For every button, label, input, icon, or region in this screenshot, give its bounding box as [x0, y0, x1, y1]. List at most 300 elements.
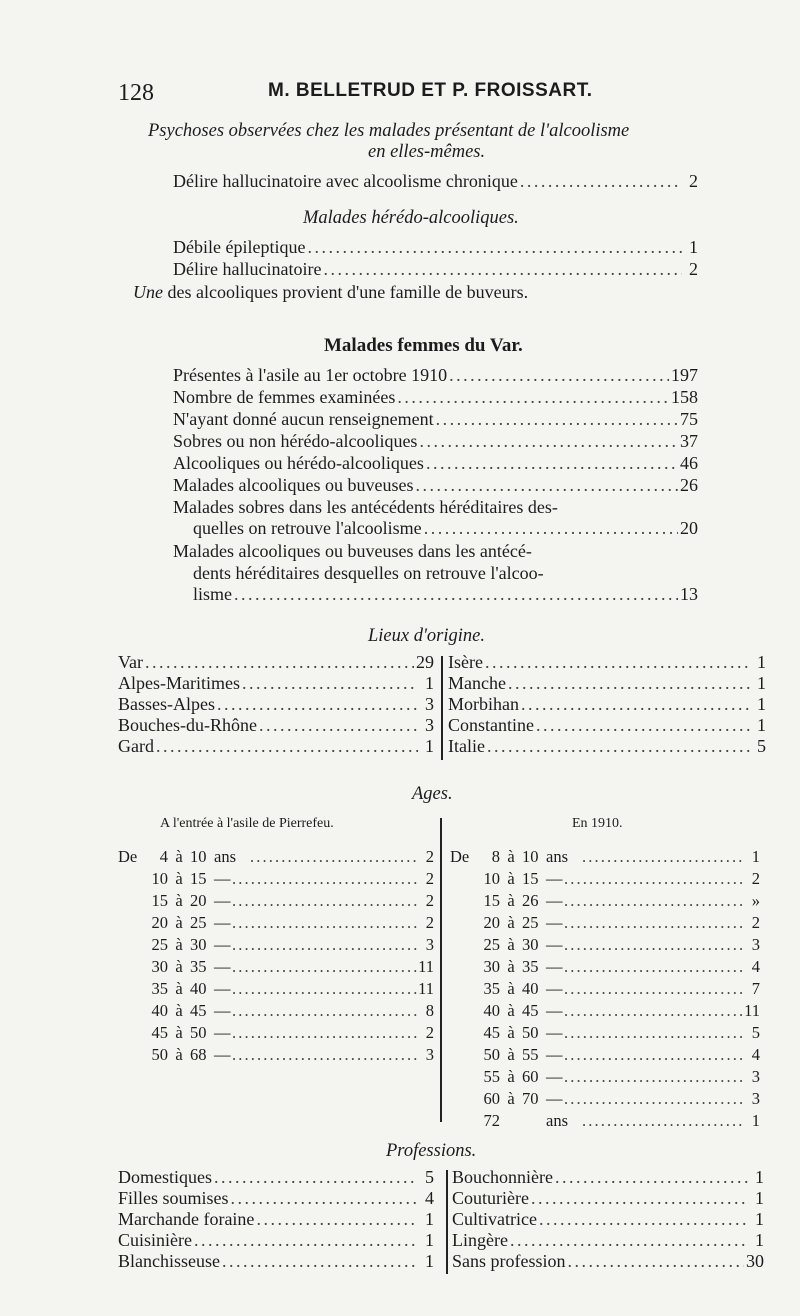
age-value: 2 [425, 869, 434, 888]
origin-left-row [118, 736, 434, 757]
age-to: 50 [190, 1023, 207, 1042]
origin-right-row [448, 736, 766, 757]
age-to: 20 [190, 891, 207, 910]
origin-left-row [118, 694, 434, 715]
leader-dots [582, 846, 744, 867]
age-suffix: — [214, 869, 231, 888]
age-prefix: De [118, 847, 138, 866]
age-separator: à [175, 935, 183, 954]
section3-row [173, 409, 698, 430]
leader-dots [564, 868, 744, 889]
age-from: 35 [483, 979, 500, 998]
age-row [118, 1044, 434, 1065]
age-to: 45 [522, 1001, 539, 1020]
leader-dots [145, 652, 414, 673]
leader-dots [564, 1066, 744, 1087]
row-value: 3 [425, 694, 434, 714]
row-value: 1 [755, 1209, 764, 1229]
age-from: 50 [483, 1045, 500, 1064]
row-label: Bouchonnière [452, 1167, 553, 1187]
row-value: 1 [425, 736, 434, 756]
leader-dots [564, 912, 744, 933]
age-from: 15 [151, 891, 168, 910]
age-value: 11 [418, 957, 434, 976]
age-to: 70 [522, 1089, 539, 1108]
age-suffix: — [546, 913, 563, 932]
row-value: 1 [425, 1251, 434, 1271]
age-separator: à [507, 869, 515, 888]
profession-right-row [452, 1188, 764, 1209]
row-label: Alcooliques ou hérédo-alcooliques [173, 453, 424, 473]
row-value: 26 [680, 475, 698, 495]
age-row [450, 934, 760, 955]
row-label: Lingère [452, 1230, 508, 1250]
profession-left-row [118, 1230, 434, 1251]
column-divider [441, 656, 443, 760]
age-row [118, 912, 434, 933]
age-separator: à [507, 979, 515, 998]
age-to: 15 [522, 869, 539, 888]
row-label: Sobres ou non hérédo-alcooliques [173, 431, 418, 451]
row-value: 13 [680, 584, 698, 604]
age-suffix: — [214, 935, 231, 954]
age-value: 2 [751, 869, 760, 888]
age-from: 55 [483, 1067, 500, 1086]
age-suffix: ans [214, 847, 236, 866]
row-value: 5 [425, 1167, 434, 1187]
age-value: 3 [751, 1089, 760, 1108]
row-label: Isère [448, 652, 483, 672]
age-separator: à [507, 1089, 515, 1108]
leader-dots [536, 715, 750, 736]
ages-title: Ages. [412, 784, 453, 804]
leader-dots [564, 1000, 744, 1021]
age-to: 10 [522, 847, 539, 866]
row-value: 158 [671, 387, 698, 407]
leader-dots [415, 475, 678, 496]
age-separator: à [507, 935, 515, 954]
age-row [118, 978, 434, 999]
leader-dots [426, 453, 678, 474]
leader-dots [156, 736, 418, 757]
age-to: 10 [190, 847, 207, 866]
row-value: 1 [755, 1188, 764, 1208]
row-label: Présentes à l'asile au 1er octobre 1910 [173, 365, 448, 385]
section3-row [173, 365, 698, 386]
row-value: 75 [680, 409, 698, 429]
multi2-line2: dents héréditaires desquelles on retrouve l'alcoo- [193, 563, 544, 583]
row-label: Domestiques [118, 1167, 212, 1187]
leader-dots [323, 259, 682, 280]
row-label: Morbihan [448, 694, 519, 714]
age-value: 7 [751, 979, 760, 998]
ages-left-heading: A l'entrée à l'asile de Pierrefeu. [160, 816, 334, 831]
age-suffix: — [214, 1001, 231, 1020]
age-suffix: — [546, 891, 563, 910]
row-label: Cuisinière [118, 1230, 192, 1250]
age-suffix: — [214, 957, 231, 976]
age-from: 15 [483, 891, 500, 910]
leader-dots [259, 715, 418, 736]
leader-dots [520, 171, 682, 192]
leader-dots [242, 673, 418, 694]
origin-right-row [448, 652, 766, 673]
origin-right-row [448, 673, 766, 694]
leader-dots [564, 1044, 744, 1065]
leader-dots [436, 409, 678, 430]
row-value: 20 [680, 518, 698, 538]
age-suffix: — [214, 1023, 231, 1042]
age-suffix: ans [546, 1111, 568, 1130]
age-row [118, 868, 434, 889]
row-value: 1 [757, 694, 766, 714]
row-value: 4 [425, 1188, 434, 1208]
age-value: 2 [425, 891, 434, 910]
age-to: 68 [190, 1045, 207, 1064]
age-to: 26 [522, 891, 539, 910]
row-label: Délire hallucinatoire [173, 259, 322, 279]
age-from: 72 [483, 1111, 500, 1130]
leader-dots [232, 868, 418, 889]
ages-right-heading: En 1910. [572, 816, 623, 831]
age-separator: à [175, 979, 183, 998]
age-from: 10 [151, 869, 168, 888]
row-label: Manche [448, 673, 506, 693]
row-value: 2 [689, 171, 698, 191]
row-label: Couturière [452, 1188, 529, 1208]
leader-dots [250, 846, 418, 867]
leader-dots [564, 978, 744, 999]
leader-dots [568, 1251, 745, 1272]
leader-dots [194, 1230, 418, 1251]
row-label: lisme [193, 584, 232, 604]
row-value: 1 [425, 1209, 434, 1229]
section3-title: Malades femmes du Var. [324, 335, 523, 356]
row-label: quelles on retrouve l'alcoolisme [193, 518, 422, 538]
leader-dots [564, 890, 744, 911]
leader-dots [564, 1022, 744, 1043]
leader-dots [449, 365, 669, 386]
age-row [450, 956, 760, 977]
age-suffix: — [214, 891, 231, 910]
age-separator: à [175, 891, 183, 910]
row-label: Sans profession [452, 1251, 566, 1271]
leader-dots [214, 1167, 418, 1188]
row-value: 5 [757, 736, 766, 756]
age-row [450, 1110, 760, 1131]
age-to: 25 [522, 913, 539, 932]
section3-row [173, 431, 698, 452]
section2-row [173, 237, 698, 258]
leader-dots [564, 956, 744, 977]
age-value: 3 [751, 935, 760, 954]
leader-dots [222, 1251, 418, 1272]
age-from: 40 [151, 1001, 168, 1020]
age-separator: à [507, 847, 515, 866]
age-separator: à [175, 913, 183, 932]
age-value: 3 [425, 1045, 434, 1064]
age-row [450, 890, 760, 911]
age-value: 3 [751, 1067, 760, 1086]
leader-dots [234, 584, 678, 605]
age-to: 30 [190, 935, 207, 954]
leader-dots [232, 1022, 418, 1043]
section1-title-line2: en elles-mêmes. [368, 142, 486, 162]
leader-dots [231, 1188, 418, 1209]
age-from: 30 [151, 957, 168, 976]
leader-dots [521, 694, 750, 715]
row-label: Var [118, 652, 143, 672]
age-value: 1 [751, 847, 760, 866]
age-separator: à [175, 847, 183, 866]
section2-row [173, 259, 698, 280]
age-from: 50 [151, 1045, 168, 1064]
leader-dots [307, 237, 682, 258]
age-value: » [751, 891, 760, 910]
age-from: 35 [151, 979, 168, 998]
age-suffix: ans [546, 847, 568, 866]
age-row [450, 1044, 760, 1065]
row-label: Débile épileptique [173, 237, 306, 257]
age-to: 30 [522, 935, 539, 954]
leader-dots [485, 652, 750, 673]
age-from: 20 [483, 913, 500, 932]
origin-right-row [448, 715, 766, 736]
row-value: 46 [680, 453, 698, 473]
column-divider [440, 818, 442, 1122]
age-row [450, 868, 760, 889]
age-value: 1 [751, 1111, 760, 1130]
column-divider [446, 1170, 448, 1274]
leader-dots [217, 694, 418, 715]
profession-left-row [118, 1251, 434, 1272]
age-value: 2 [425, 913, 434, 932]
row-label: Gard [118, 736, 154, 756]
row-label: Blanchisseuse [118, 1251, 220, 1271]
profession-right-row [452, 1230, 764, 1251]
age-from: 25 [483, 935, 500, 954]
leader-dots [232, 978, 418, 999]
age-value: 2 [425, 847, 434, 866]
age-from: 8 [491, 847, 500, 866]
row-value: 2 [689, 259, 698, 279]
leader-dots [256, 1209, 418, 1230]
leader-dots [564, 1088, 744, 1109]
note-text: des alcooliques provient d'une famille de buveurs. [163, 282, 529, 302]
multi1-last-line [193, 518, 698, 539]
leader-dots [424, 518, 678, 539]
age-row [118, 1000, 434, 1021]
age-prefix: De [450, 847, 470, 866]
leader-dots [539, 1209, 748, 1230]
age-separator: à [175, 1023, 183, 1042]
age-suffix: — [546, 1067, 563, 1086]
age-row [450, 912, 760, 933]
row-value: 1 [689, 237, 698, 257]
leader-dots [582, 1110, 744, 1131]
profession-right-row [452, 1251, 764, 1272]
age-to: 60 [522, 1067, 539, 1086]
age-value: 8 [425, 1001, 434, 1020]
age-row [450, 978, 760, 999]
running-head: M. BELLETRUD ET P. FROISSART. [268, 80, 593, 101]
row-label: Nombre de femmes examinées [173, 387, 396, 407]
age-to: 50 [522, 1023, 539, 1042]
section2-note [133, 282, 528, 303]
row-value: 3 [425, 715, 434, 735]
origin-left-row [118, 652, 434, 673]
age-row [118, 890, 434, 911]
row-value: 197 [671, 365, 698, 385]
age-from: 45 [151, 1023, 168, 1042]
age-row [118, 846, 434, 867]
age-from: 10 [483, 869, 500, 888]
leader-dots [232, 1044, 418, 1065]
multi2-last-line [193, 584, 698, 605]
age-value: 4 [751, 1045, 760, 1064]
leader-dots [232, 912, 418, 933]
age-value: 2 [425, 1023, 434, 1042]
row-label: Constantine [448, 715, 534, 735]
age-from: 20 [151, 913, 168, 932]
age-separator: à [507, 1067, 515, 1086]
age-value: 11 [418, 979, 434, 998]
section3-row [173, 453, 698, 474]
age-from: 4 [159, 847, 168, 866]
age-to: 35 [190, 957, 207, 976]
age-separator: à [507, 891, 515, 910]
age-suffix: — [546, 979, 563, 998]
age-separator: à [175, 957, 183, 976]
age-to: 25 [190, 913, 207, 932]
leader-dots [564, 934, 744, 955]
age-row [450, 1066, 760, 1087]
section3-row [173, 475, 698, 496]
age-from: 25 [151, 935, 168, 954]
origin-left-row [118, 673, 434, 694]
age-to: 15 [190, 869, 207, 888]
leader-dots [487, 736, 750, 757]
age-separator: à [507, 957, 515, 976]
origins-title: Lieux d'origine. [368, 626, 485, 646]
leader-dots [555, 1167, 748, 1188]
row-value: 1 [757, 652, 766, 672]
age-suffix: — [546, 957, 563, 976]
age-suffix: — [546, 869, 563, 888]
row-label: Marchande foraine [118, 1209, 255, 1229]
multi2-line1: Malades alcooliques ou buveuses dans les antécé- [173, 541, 532, 561]
row-label: Délire hallucinatoire avec alcoolisme chronique [173, 171, 518, 191]
leader-dots [397, 387, 669, 408]
age-value: 5 [751, 1023, 760, 1042]
row-value: 1 [755, 1230, 764, 1250]
leader-dots [531, 1188, 748, 1209]
age-from: 45 [483, 1023, 500, 1042]
age-suffix: — [546, 1045, 563, 1064]
profession-left-row [118, 1188, 434, 1209]
age-row [118, 956, 434, 977]
age-separator: à [175, 1045, 183, 1064]
section3-row [173, 387, 698, 408]
age-to: 45 [190, 1001, 207, 1020]
origin-left-row [118, 715, 434, 736]
note-italic: Une [133, 282, 163, 302]
leader-dots [510, 1230, 748, 1251]
page-number: 128 [118, 80, 154, 106]
age-suffix: — [546, 1001, 563, 1020]
row-label: Basses-Alpes [118, 694, 215, 714]
row-label: Malades alcooliques ou buveuses [173, 475, 414, 495]
row-label: Bouches-du-Rhône [118, 715, 257, 735]
row-label: Filles soumises [118, 1188, 229, 1208]
age-to: 55 [522, 1045, 539, 1064]
origin-right-row [448, 694, 766, 715]
age-suffix: — [546, 1089, 563, 1108]
row-label: N'ayant donné aucun renseignement [173, 409, 434, 429]
age-row [450, 1022, 760, 1043]
age-from: 60 [483, 1089, 500, 1108]
row-value: 29 [416, 652, 434, 672]
age-suffix: — [546, 935, 563, 954]
row-label: Alpes-Maritimes [118, 673, 240, 693]
age-separator: à [507, 913, 515, 932]
professions-title: Professions. [386, 1141, 477, 1161]
multi1-line1: Malades sobres dans les antécédents héréditaires des- [173, 497, 558, 517]
age-suffix: — [214, 913, 231, 932]
age-row [118, 934, 434, 955]
age-row [118, 1022, 434, 1043]
row-label: Italie [448, 736, 485, 756]
age-to: 35 [522, 957, 539, 976]
age-row [450, 1088, 760, 1109]
age-value: 4 [751, 957, 760, 976]
age-suffix: — [214, 979, 231, 998]
profession-left-row [118, 1209, 434, 1230]
leader-dots [232, 956, 418, 977]
age-from: 30 [483, 957, 500, 976]
age-to: 40 [522, 979, 539, 998]
row-value: 1 [757, 715, 766, 735]
profession-left-row [118, 1167, 434, 1188]
age-separator: à [507, 1045, 515, 1064]
profession-right-row [452, 1209, 764, 1230]
age-separator: à [175, 869, 183, 888]
leader-dots [508, 673, 750, 694]
leader-dots [232, 890, 418, 911]
row-value: 1 [757, 673, 766, 693]
row-value: 37 [680, 431, 698, 451]
age-from: 40 [483, 1001, 500, 1020]
section1-row [173, 171, 698, 192]
row-value: 30 [746, 1251, 764, 1271]
leader-dots [419, 431, 678, 452]
age-separator: à [507, 1001, 515, 1020]
age-value: 2 [751, 913, 760, 932]
age-separator: à [175, 1001, 183, 1020]
age-row [450, 846, 760, 867]
profession-right-row [452, 1167, 764, 1188]
leader-dots [232, 934, 418, 955]
age-separator: à [507, 1023, 515, 1042]
row-value: 1 [425, 673, 434, 693]
age-value: 11 [744, 1001, 760, 1020]
age-suffix: — [214, 1045, 231, 1064]
row-label: Cultivatrice [452, 1209, 537, 1229]
section1-title-line1: Psychoses observées chez les malades présentant de l'alcoolisme [148, 121, 630, 141]
row-value: 1 [425, 1230, 434, 1250]
age-to: 40 [190, 979, 207, 998]
row-value: 1 [755, 1167, 764, 1187]
